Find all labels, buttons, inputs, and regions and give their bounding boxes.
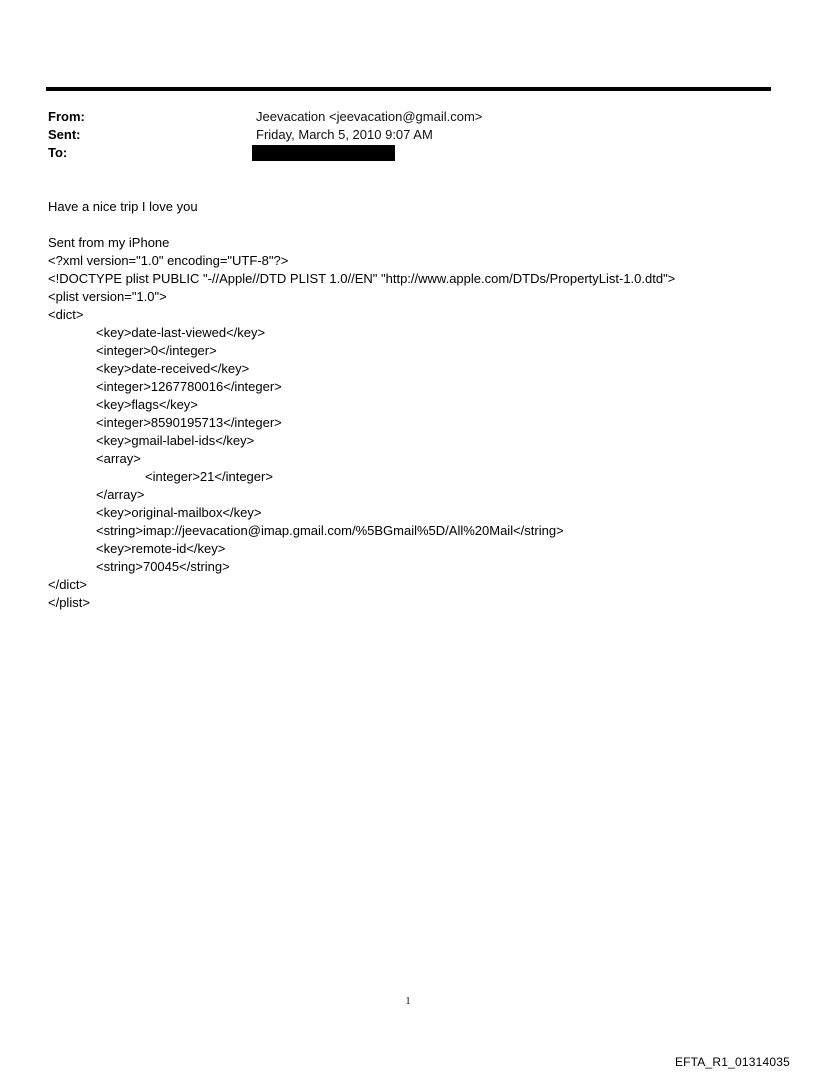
plist-line: <key>gmail-label-ids</key>: [96, 433, 255, 448]
redacted-recipient: [252, 145, 395, 161]
from-value: Jeevacation <jeevacation@gmail.com>: [256, 109, 483, 124]
plist-line: <plist version="1.0">: [48, 289, 167, 304]
sent-label: Sent:: [48, 127, 81, 142]
plist-line: <key>date-received</key>: [96, 361, 250, 376]
plist-line: </dict>: [48, 577, 88, 592]
plist-line: <array>: [96, 451, 141, 466]
plist-line: </array>: [96, 487, 145, 502]
page-number: 1: [405, 996, 411, 1007]
plist-line: <key>flags</key>: [96, 397, 198, 412]
plist-line: <!DOCTYPE plist PUBLIC "-//Apple//DTD PLIST 1.0//EN" "http://www.apple.com/DTDs/PropertyList-1.0.dtd">: [48, 271, 676, 286]
plist-line: <string>imap://jeevacation@imap.gmail.com/%5BGmail%5D/All%20Mail</string>: [96, 523, 564, 538]
plist-line: <?xml version="1.0" encoding="UTF-8"?>: [48, 253, 289, 268]
document-id: EFTA_R1_01314035: [674, 1055, 790, 1069]
message-signature: Sent from my iPhone: [48, 235, 170, 250]
plist-line: <integer>21</integer>: [145, 469, 273, 484]
plist-line: <dict>: [48, 307, 84, 322]
header-rule: [46, 87, 771, 91]
message-greeting: Have a nice trip I love you: [48, 199, 198, 214]
plist-line: <key>original-mailbox</key>: [96, 505, 262, 520]
plist-line: </plist>: [48, 595, 90, 610]
plist-line: <integer>8590195713</integer>: [96, 415, 282, 430]
plist-line: <integer>0</integer>: [96, 343, 217, 358]
plist-line: <string>70045</string>: [96, 559, 230, 574]
plist-line: <integer>1267780016</integer>: [96, 379, 282, 394]
to-label: To:: [48, 145, 68, 160]
sent-value: Friday, March 5, 2010 9:07 AM: [256, 127, 433, 142]
from-label: From:: [48, 109, 85, 124]
plist-line: <key>remote-id</key>: [96, 541, 226, 556]
plist-line: <key>date-last-viewed</key>: [96, 325, 266, 340]
